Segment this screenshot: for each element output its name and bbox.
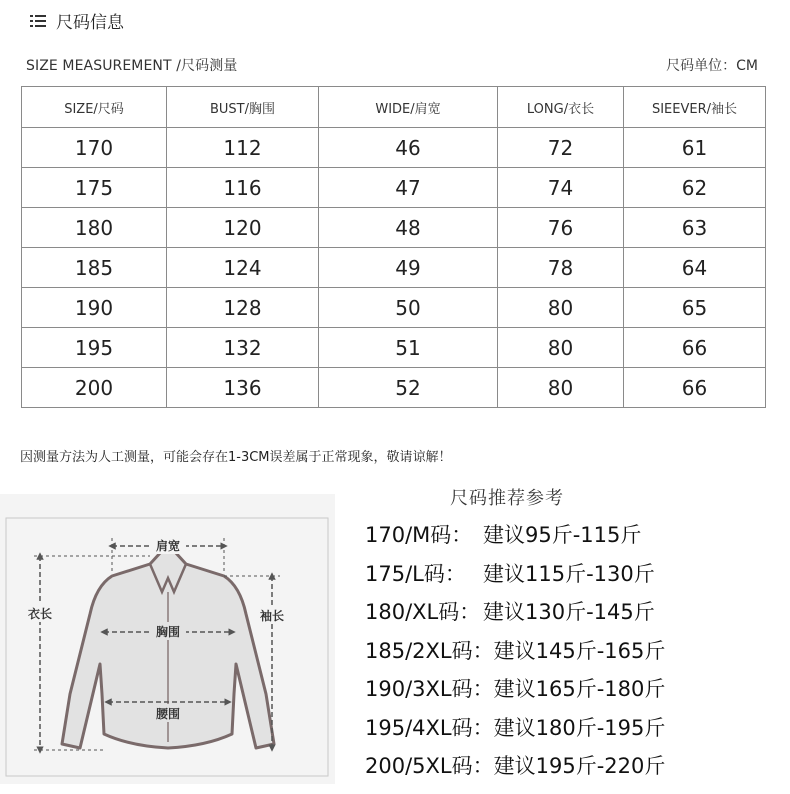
size-cell: 180: [22, 208, 167, 248]
bust-cell: 116: [167, 168, 319, 208]
list-item: [365, 515, 665, 554]
long-cell: 80: [498, 328, 624, 368]
size-code: 190/3XL码：: [365, 677, 494, 702]
list-item: [365, 592, 665, 631]
wide-cell: 46: [319, 128, 498, 168]
size-code: 200/5XL码：: [365, 754, 494, 779]
list-item: [365, 631, 665, 670]
sleeve-cell: 64: [624, 248, 766, 288]
weight-advice: 建议195斤-220斤: [493, 754, 666, 779]
chest-label: 胸围: [155, 625, 181, 639]
long-cell: 80: [498, 368, 624, 408]
weight-advice: 建议145斤-165斤: [493, 638, 666, 663]
waist-label: 腰围: [155, 707, 181, 721]
long-cell: 76: [498, 208, 624, 248]
bust-cell: 132: [167, 328, 319, 368]
size-cell: 195: [22, 328, 167, 368]
sleeve-cell: 65: [624, 288, 766, 328]
sleeve-cell: 66: [624, 368, 766, 408]
wide-cell: 52: [319, 368, 498, 408]
sleeve-cell: 63: [624, 208, 766, 248]
column-header: WIDE/肩宽: [319, 87, 498, 128]
weight-advice: 建议165斤-180斤: [493, 677, 666, 702]
table-header-row: [22, 87, 766, 128]
unit-label: 尺码单位：CM: [666, 58, 758, 74]
size-code: 195/4XL码：: [365, 715, 494, 740]
length-label: 衣长: [27, 607, 53, 621]
long-cell: 80: [498, 288, 624, 328]
wide-cell: 49: [319, 248, 498, 288]
list-icon: [30, 14, 46, 28]
sleeve-cell: 62: [624, 168, 766, 208]
table-row: [22, 328, 766, 368]
bust-cell: 112: [167, 128, 319, 168]
size-code: 180/XL码：: [365, 600, 481, 625]
size-table: [21, 86, 766, 408]
sleeve-cell: 61: [624, 128, 766, 168]
table-row: [22, 208, 766, 248]
long-cell: 72: [498, 128, 624, 168]
column-header: LONG/衣长: [498, 87, 624, 128]
weight-advice: 建议95斤-115斤: [483, 523, 642, 548]
size-cell: 200: [22, 368, 167, 408]
recommend-title: 尺码推荐参考: [450, 488, 564, 509]
section-title: 尺码信息: [56, 13, 124, 33]
weight-advice: 建议180斤-195斤: [493, 715, 666, 740]
list-item: [365, 746, 665, 785]
table-row: [22, 368, 766, 408]
measurement-subtitle: SIZE MEASUREMENT /尺码测量: [26, 58, 238, 74]
table-row: [22, 128, 766, 168]
list-item: [365, 669, 665, 708]
size-code: 185/2XL码：: [365, 638, 494, 663]
shirt-diagram-svg: [0, 494, 335, 784]
wide-cell: 47: [319, 168, 498, 208]
sleeve-cell: 66: [624, 328, 766, 368]
long-cell: 74: [498, 168, 624, 208]
section-header: [30, 8, 124, 33]
bust-cell: 124: [167, 248, 319, 288]
table-row: [22, 168, 766, 208]
list-item: [365, 708, 665, 747]
shoulder-label: 肩宽: [155, 539, 181, 553]
bust-cell: 120: [167, 208, 319, 248]
size-recommend-list: [365, 515, 665, 785]
wide-cell: 50: [319, 288, 498, 328]
list-item: [365, 554, 665, 593]
size-cell: 185: [22, 248, 167, 288]
measurement-note: 因测量方法为人工测量，可能会存在1-3CM误差属于正常现象，敬请谅解！: [20, 450, 452, 465]
weight-advice: 建议130斤-145斤: [483, 600, 655, 625]
wide-cell: 48: [319, 208, 498, 248]
column-header: BUST/胸围: [167, 87, 319, 128]
size-cell: 175: [22, 168, 167, 208]
long-cell: 78: [498, 248, 624, 288]
size-cell: 190: [22, 288, 167, 328]
shirt-measurement-diagram: [0, 494, 335, 784]
size-code: 175/L码：: [365, 561, 466, 586]
bust-cell: 136: [167, 368, 319, 408]
size-cell: 170: [22, 128, 167, 168]
sleeve-label: 袖长: [259, 609, 285, 623]
size-code: 170/M码：: [365, 523, 473, 548]
table-row: [22, 248, 766, 288]
weight-advice: 建议115斤-130斤: [483, 561, 655, 586]
column-header: SIZE/尺码: [22, 87, 167, 128]
table-row: [22, 288, 766, 328]
column-header: SIEEVER/袖长: [624, 87, 766, 128]
wide-cell: 51: [319, 328, 498, 368]
bust-cell: 128: [167, 288, 319, 328]
